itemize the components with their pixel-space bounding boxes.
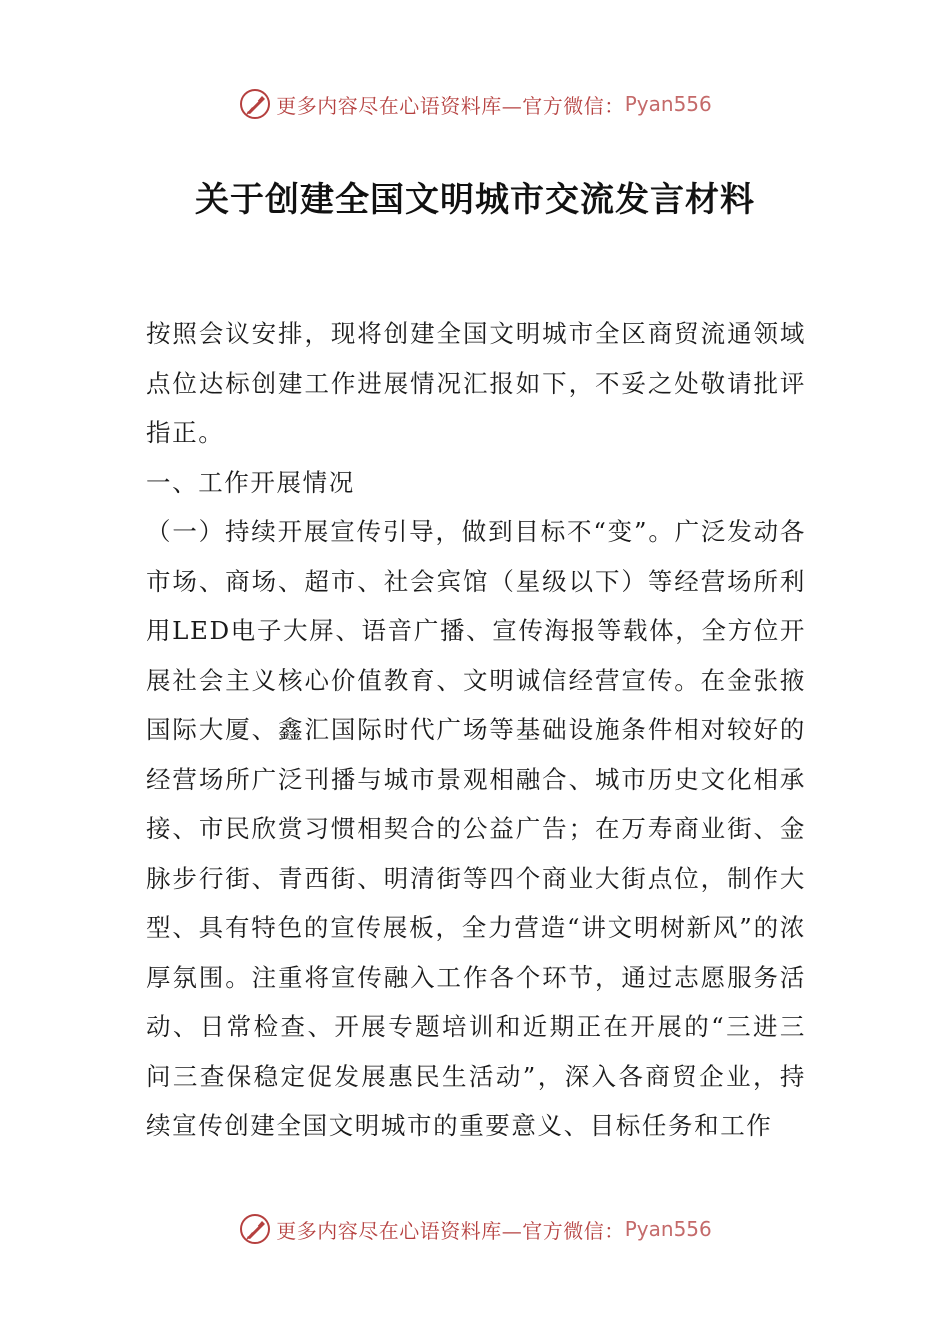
intro-paragraph: 按照会议安排，现将创建全国文明城市全区商贸流通领域点位达标创建工作进展情况汇报如下，不妥之处敬请批评指正。 (146, 319, 806, 447)
quill-logo-icon (238, 1212, 272, 1246)
document-body (146, 309, 806, 1151)
section-paragraph: （一）持续开展宣传引导，做到目标不“变”。广泛发动各市场、商场、超市、社会宾馆（星级以下）等经营场所利用LED电子大屏、语音广播、宣传海报等载体，全方位开展社会主义核心价值教育、文明诚信经营宣传。在金张掖国际大厦、鑫汇国际时代广场等基础设施条件相对较好的经营场所广泛刊播与城市景观相融合、城市历史文化相承接、市民欣赏习惯相契合的公益广告；在万寿商业街、金脉步行街、青西街、明清街等四个商业大街点位，制作大型、具有特色的宣传展板，全力营造“讲文明树新风”的浓厚氛围。注重将宣传融入工作各个环节，通过志愿服务活动、日常检查、开展专题培训和近期正在开展的“三进三问三查保稳定促发展惠民生活动”，深入各商贸企业，持续宣传创建全国文明城市的重要意义、目标任务和工作 (146, 517, 806, 1140)
quill-logo-icon (238, 87, 272, 121)
watermark-contact: Pyan556 (624, 1217, 712, 1241)
section-heading: 一、工作开展情况 (146, 467, 355, 497)
watermark-footer (0, 1209, 950, 1249)
watermark-contact: Pyan556 (624, 92, 712, 116)
document-title: 关于创建全国文明城市交流发言材料 (195, 180, 755, 220)
watermark-text: 更多内容尽在心语资料库—官方微信： (276, 1218, 625, 1243)
watermark-header (0, 84, 950, 124)
watermark-text: 更多内容尽在心语资料库—官方微信： (276, 93, 625, 118)
